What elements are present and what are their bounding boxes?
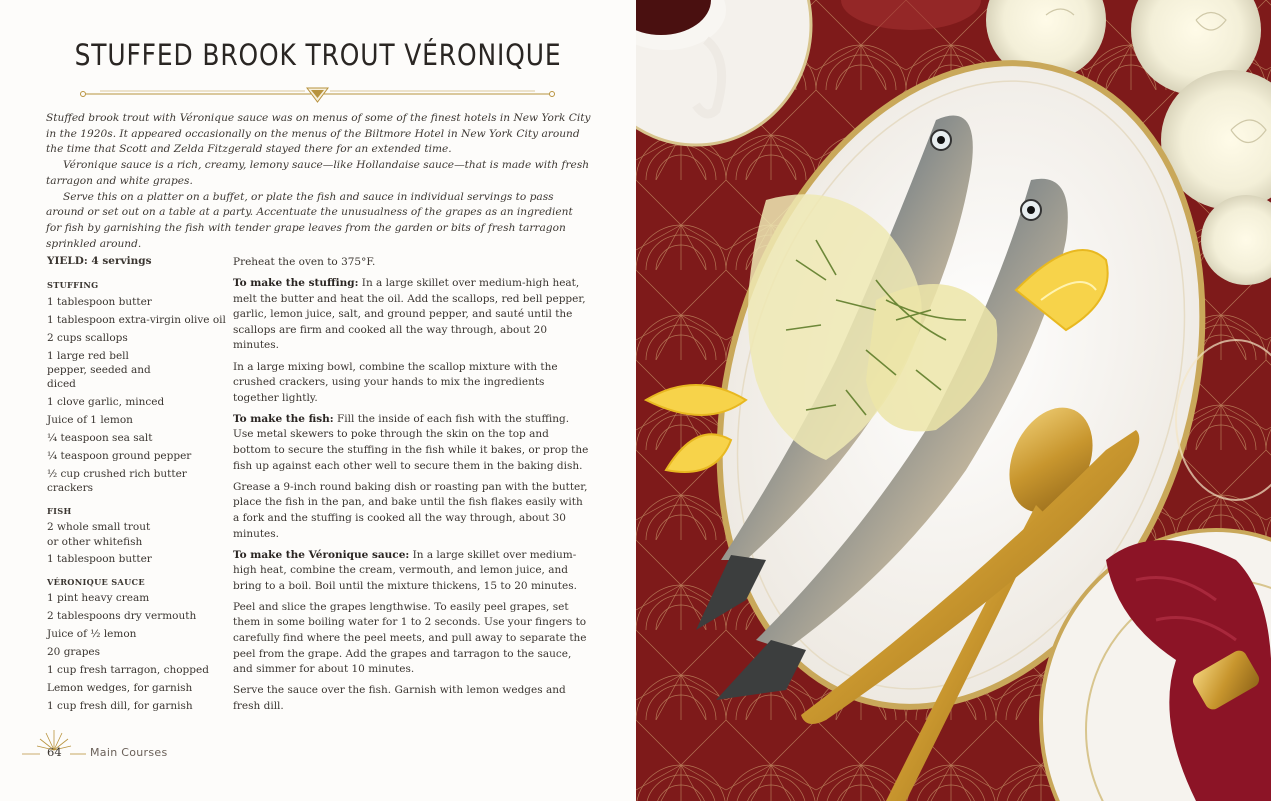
method-column [233, 255, 589, 720]
ingredient-item: Juice of ½ lemon [47, 628, 137, 641]
step-label: To make the Véronique sauce: [233, 548, 410, 561]
ingredient-item: Lemon wedges, for garnish [47, 681, 193, 694]
stuffing-ingredients [47, 295, 227, 496]
step-text: Fill the inside of each fish with the stuffing. Use metal skewers to poke through the skin on the top and bottom to secure the stuffing in the fish while it bakes, or prop the fish up against each other well to secure them in the baking dish. [233, 412, 589, 472]
method-step: In a large mixing bowl, combine the scallop mixture with the crushed crackers, using your hands to mix the ingredients together lightly. [233, 360, 558, 404]
method-step: Preheat the oven to 375°F. [233, 256, 376, 268]
intro-paragraph: Serve this on a platter on a buffet, or plate the fish and sauce in individual servings to pass around or set out on a table at a party. Accentuate the unusualness of the grapes as an ingredient for fish by garnishing the fish with tender grape leaves from the garden or bits of fresh tarragon sprinkled around. [46, 190, 573, 250]
ingredient-item: 1 cup fresh dill, for garnish [47, 699, 193, 712]
ingredient-item: 2 whole small trout or other whitefish [47, 521, 151, 548]
recipe-intro [46, 111, 591, 252]
fish-ingredients [47, 520, 227, 567]
ingredient-item: 1 tablespoon butter [47, 295, 152, 308]
ingredient-item: 1 large red bell pepper, seeded and diced [47, 349, 151, 391]
stuffed-trout-photo-icon [636, 0, 1271, 801]
step-label: To make the fish: [233, 412, 334, 425]
ingredient-item: 2 cups scallops [47, 331, 128, 344]
ingredient-item: 1 pint heavy cream [47, 592, 150, 605]
step-text: In a large skillet over medium-high heat, combine the cream, vermouth, and lemon juice, and bring to a boil. Boil until the mixture thickens, 15 to 20 minutes. [233, 548, 577, 592]
method-step: Serve the sauce over the fish. Garnish with lemon wedges and fresh dill. [233, 684, 566, 712]
method-step: Peel and slice the grapes lengthwise. To easily peel grapes, set them in some boiling water for 1 to 2 seconds. Use your fingers to carefully find where the peel meets, and pull away to separate the peel from the grape. Add the grapes and tarragon to the sauce, and simmer for about 10 minutes. [233, 600, 587, 676]
ingredient-item: 1 clove garlic, minced [47, 396, 165, 409]
sauce-heading: VÉRONIQUE SAUCE [47, 576, 145, 587]
intro-paragraph: Véronique sauce is a rich, creamy, lemony sauce—like Hollandaise sauce—that is made with fresh tarragon and white grapes. [46, 159, 590, 187]
ingredient-item: 2 tablespoons dry vermouth [47, 610, 197, 623]
ingredient-item: 1 tablespoon butter [47, 553, 152, 566]
ingredient-item: 20 grapes [47, 645, 101, 658]
page-footer [22, 726, 222, 766]
ingredient-item: 1 cup fresh tarragon, chopped [47, 663, 209, 676]
sauce-ingredients [47, 591, 227, 713]
ingredient-item: ½ cup crushed rich butter crackers [47, 467, 187, 495]
method-step [233, 412, 589, 474]
page-number: 64 [47, 745, 62, 759]
method-step: Grease a 9-inch round baking dish or roasting pan with the butter, place the fish in the pan, and bake until the fish flakes easily with a fork and the stuffing is cooked all the way through, about 30 minutes. [233, 480, 588, 540]
method-step [233, 276, 589, 354]
ingredients-column [47, 254, 227, 721]
method-step [233, 548, 589, 595]
fish-heading: FISH [47, 505, 72, 516]
ingredient-item: Juice of 1 lemon [47, 414, 133, 427]
section-name: Main Courses [90, 746, 168, 759]
step-text: In a large skillet over medium-high heat, melt the butter and heat the oil. Add the scallops, red bell pepper, garlic, lemon juice, salt, and ground pepper, and sauté until the scallops are firm and cooked all the way through, about 20 minutes. [233, 277, 586, 352]
ingredient-item: 1 tablespoon extra-virgin olive oil [47, 313, 226, 326]
step-label: To make the stuffing: [233, 277, 359, 290]
ingredient-item: ¼ teaspoon sea salt [47, 432, 153, 445]
title-divider [80, 80, 555, 108]
intro-paragraph: Stuffed brook trout with Véronique sauce was on menus of some of the finest hotels in New York City in the 1920s. It appeared occasionally on the menus of the Biltmore Hotel in New York City around the time that Scott and Zelda Fitzgerald stayed there for an extended time. [46, 112, 591, 156]
dish-photo [636, 0, 1271, 801]
recipe-yield: YIELD: 4 servings [47, 255, 152, 267]
recipe-title: STUFFED BROOK TROUT VÉRONIQUE [74, 38, 562, 72]
ingredient-item: ¼ teaspoon ground pepper [47, 449, 192, 462]
stuffing-heading: STUFFING [47, 280, 99, 291]
